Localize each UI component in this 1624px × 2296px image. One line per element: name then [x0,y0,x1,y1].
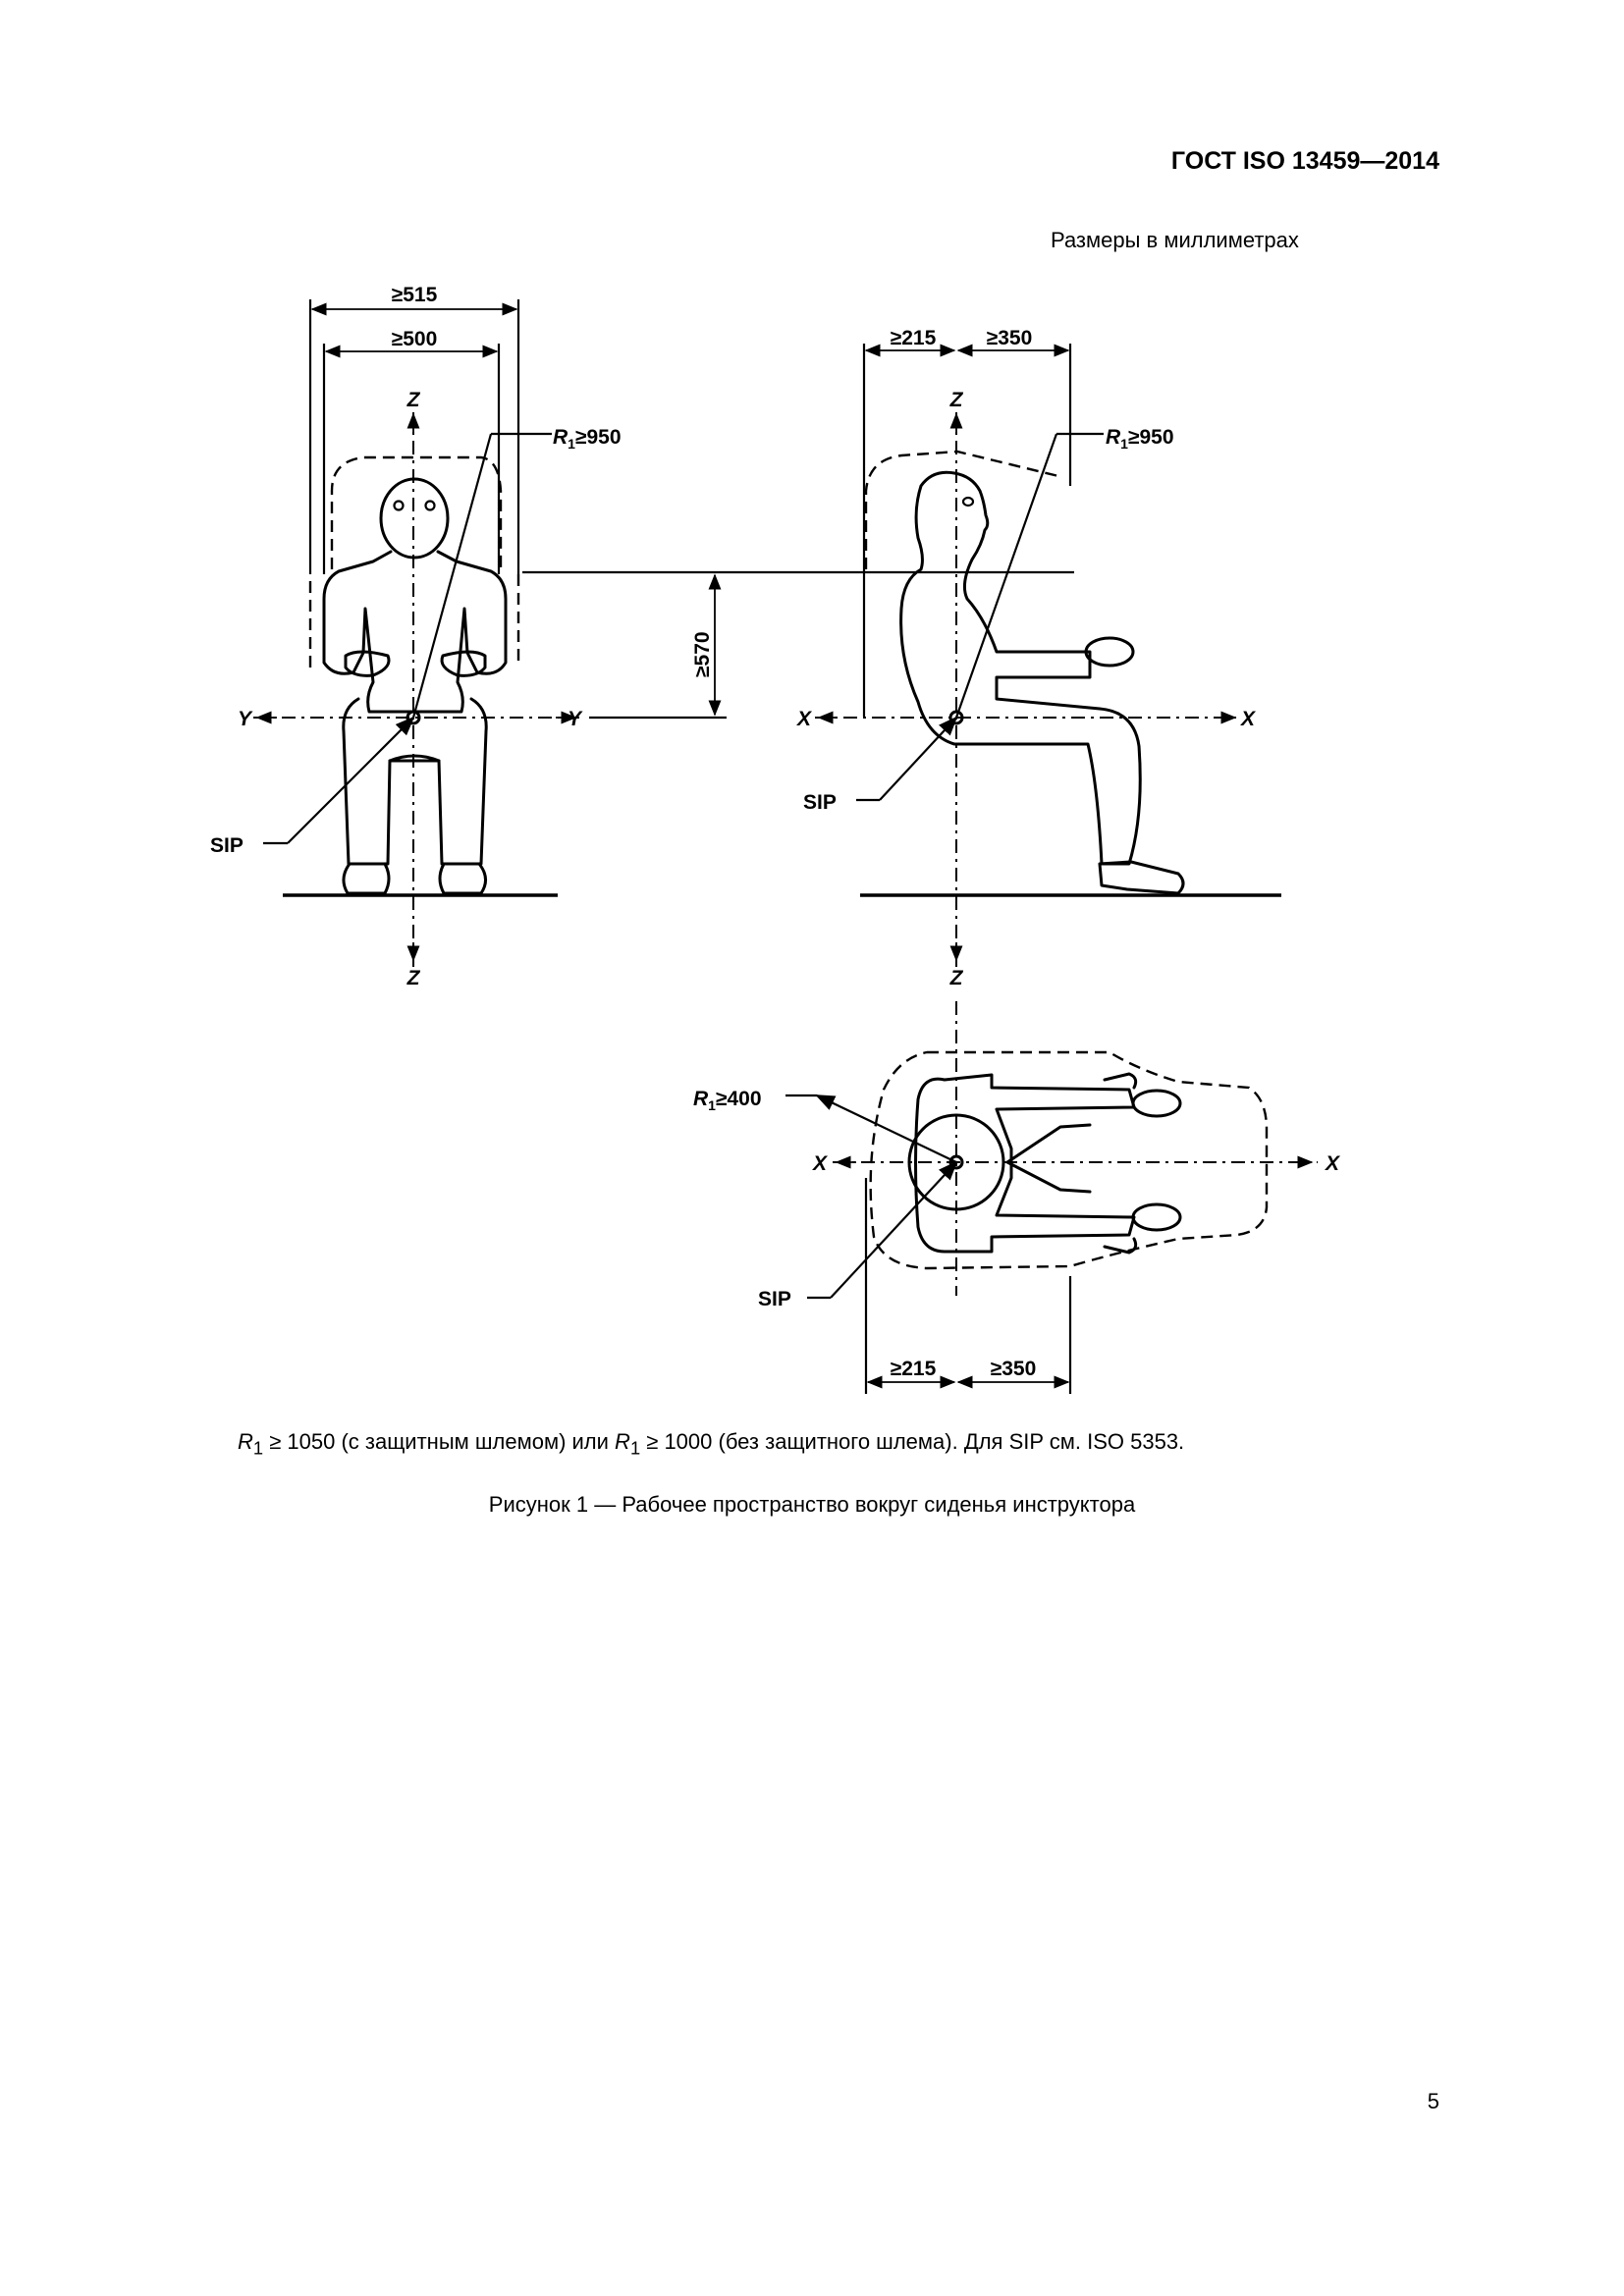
front-y-right-label: Y [568,708,582,730]
units-note: Размеры в миллиметрах [1051,228,1299,252]
height-label: ≥570 [691,631,714,677]
front-z-bottom-label: Z [406,967,420,989]
side-view [796,327,1281,989]
side-z-top-label: Z [949,389,963,411]
side-back-dim-label: ≥215 [890,327,937,349]
side-front-dim-label: ≥350 [986,327,1033,349]
side-hand [1086,638,1133,666]
figure-caption: Рисунок 1 — Рабочее пространство вокруг сиденья инструктора [488,1492,1136,1517]
top-sip-label: SIP [758,1288,791,1310]
front-sip-label: SIP [210,834,244,857]
page-number: 5 [1427,2089,1439,2113]
top-radius-label: $R_1\ge 400$ [693,1088,762,1113]
top-front-dim-label: ≥350 [990,1358,1037,1380]
side-x-left-label: X [796,708,811,730]
side-x-right-label: X [1241,708,1256,730]
side-radius-label: $R_1\ge 950$ [1106,426,1174,452]
front-z-top-label: Z [406,389,420,411]
side-z-bottom-label: Z [949,967,963,989]
document-code: ГОСТ ISO 13459—2014 [1170,147,1439,175]
front-torso [324,552,506,712]
front-view [210,284,622,989]
top-x-right-label: X [1326,1152,1340,1175]
front-y-left-label: Y [237,708,251,730]
front-inner-width-label: ≥500 [391,328,438,350]
front-radius-line [413,434,491,718]
side-radius-line [956,434,1056,718]
formula-note: $R_1 \ge 1050$ (с защитным шлемом) или $R_1 \ge 1000$ (без защитного шлема). Для SIP см. ISO 5353. [238,1429,1185,1459]
side-sip-label: SIP [803,791,837,814]
side-body [901,472,1141,864]
top-view [693,1001,1341,1394]
front-radius-label: $R_1\ge 950$ [553,426,622,452]
front-outer-width-label: ≥515 [391,284,438,306]
height-dimension [522,572,1074,718]
top-back-dim-label: ≥215 [890,1358,937,1380]
top-x-left-label: X [812,1152,827,1175]
